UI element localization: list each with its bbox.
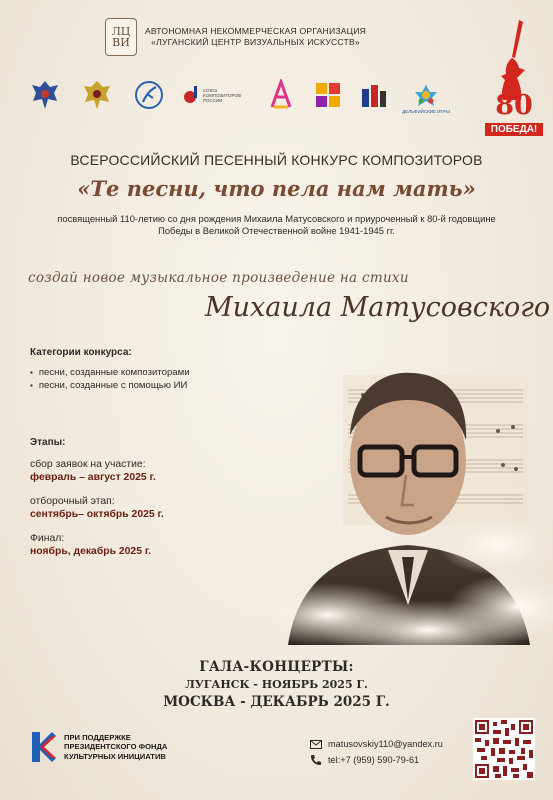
dedication-text: посвященный 110-летию со дня рождения Михаила Матусовского и приуроченный к 80-й годовщине Победы в Великой Отечественной войне 1941-1945 гг. [57, 213, 496, 236]
poet-name: Михаила Матусовского [205, 292, 551, 323]
stages-title: Этапы: [30, 437, 66, 448]
emblem-eagle-icon [30, 78, 60, 112]
presidential-fund-block [28, 730, 167, 764]
gala-moscow: МОСКВА - ДЕКАБРЬ 2025 Г. [163, 694, 390, 710]
stage-label: сбор заявок на участие: [30, 459, 146, 470]
gala-concerts [0, 659, 553, 710]
qr-code[interactable] [473, 718, 535, 780]
partner-logos [30, 78, 450, 118]
organization-header [105, 18, 445, 56]
category-item: ▪ песни, созданные с помощью ИИ [30, 379, 190, 392]
organization-line-1: АВТОНОМНАЯ НЕКОММЕРЧЕСКАЯ ОРГАНИЗАЦИЯ [145, 26, 367, 36]
fund-line-2: ПРЕЗИДЕНТСКОГО ФОНДА [64, 742, 168, 752]
stage-date: февраль – август 2025 г. [30, 472, 156, 483]
contest-title: ВСЕРОССИЙСКИЙ ПЕСЕННЫЙ КОНКУРС КОМПОЗИТОРОВ [70, 152, 483, 168]
delphic-games-caption: ДЕЛЬФИЙСКИЕ ИГРЫ [402, 108, 450, 114]
composers-union-caption: СОЮЗ КОМПОЗИТОРОВ РОССИИ [203, 87, 241, 103]
victory-80-badge [485, 18, 543, 140]
letter-logo-icon [268, 78, 294, 112]
fund-line-3: КУЛЬТУРНЫХ ИНИЦИАТИВ [64, 751, 166, 761]
stage-applications [30, 458, 156, 484]
organization-line-2: «ЛУГАНСКИЙ ЦЕНТР ВИЗУАЛЬНЫХ ИСКУССТВ» [151, 37, 360, 47]
dancer-logo-icon [134, 78, 164, 112]
category-item: ▪ песни, созданные композиторами [30, 366, 190, 379]
contacts [310, 736, 443, 768]
emblem-ministry-icon [82, 78, 112, 112]
victory-text: ПОБЕДА! [485, 123, 543, 136]
stage-label: отборочный этап: [30, 496, 115, 507]
delphic-games-logo [402, 78, 450, 118]
email-text: matusovskiy110@yandex.ru [328, 739, 443, 749]
presidential-fund-text [64, 733, 167, 761]
stage-label: Финал: [30, 533, 65, 544]
song-title: «Те песни, что пела нам мать» [77, 176, 476, 201]
poet-portrait [268, 345, 553, 645]
email-contact[interactable] [310, 736, 443, 752]
gala-lugansk: ЛУГАНСК - НОЯБРЬ 2025 Г. [185, 678, 368, 691]
phone-contact[interactable] [310, 752, 443, 768]
organization-name [145, 26, 366, 48]
phone-text: tel:+7 (959) 590-79-61 [328, 755, 420, 765]
presidential-fund-logo-icon [28, 730, 58, 764]
create-call-text: создай новое музыкальное произведение на стихи [28, 270, 409, 286]
gala-title: ГАЛА-КОНЦЕРТЫ: [199, 659, 354, 675]
stage-final [30, 532, 151, 558]
stage-date: сентябрь– октябрь 2025 г. [30, 509, 164, 520]
stage-date: ноябрь, декабрь 2025 г. [30, 546, 152, 557]
squares-logo-icon [314, 78, 342, 112]
motherland-statue-icon [485, 18, 543, 140]
mail-icon [310, 740, 322, 749]
stage-selection [30, 495, 164, 521]
bars-logo-icon [360, 78, 388, 112]
victory-number: 80 [495, 90, 533, 121]
categories-list [30, 366, 190, 392]
categories-title: Категории конкурса: [30, 347, 132, 358]
phone-icon [310, 754, 322, 766]
organization-logo: ЛЦ ВИ [105, 18, 137, 56]
composers-union-logo [182, 78, 258, 112]
fund-line-1: ПРИ ПОДДЕРЖКЕ [64, 733, 131, 743]
